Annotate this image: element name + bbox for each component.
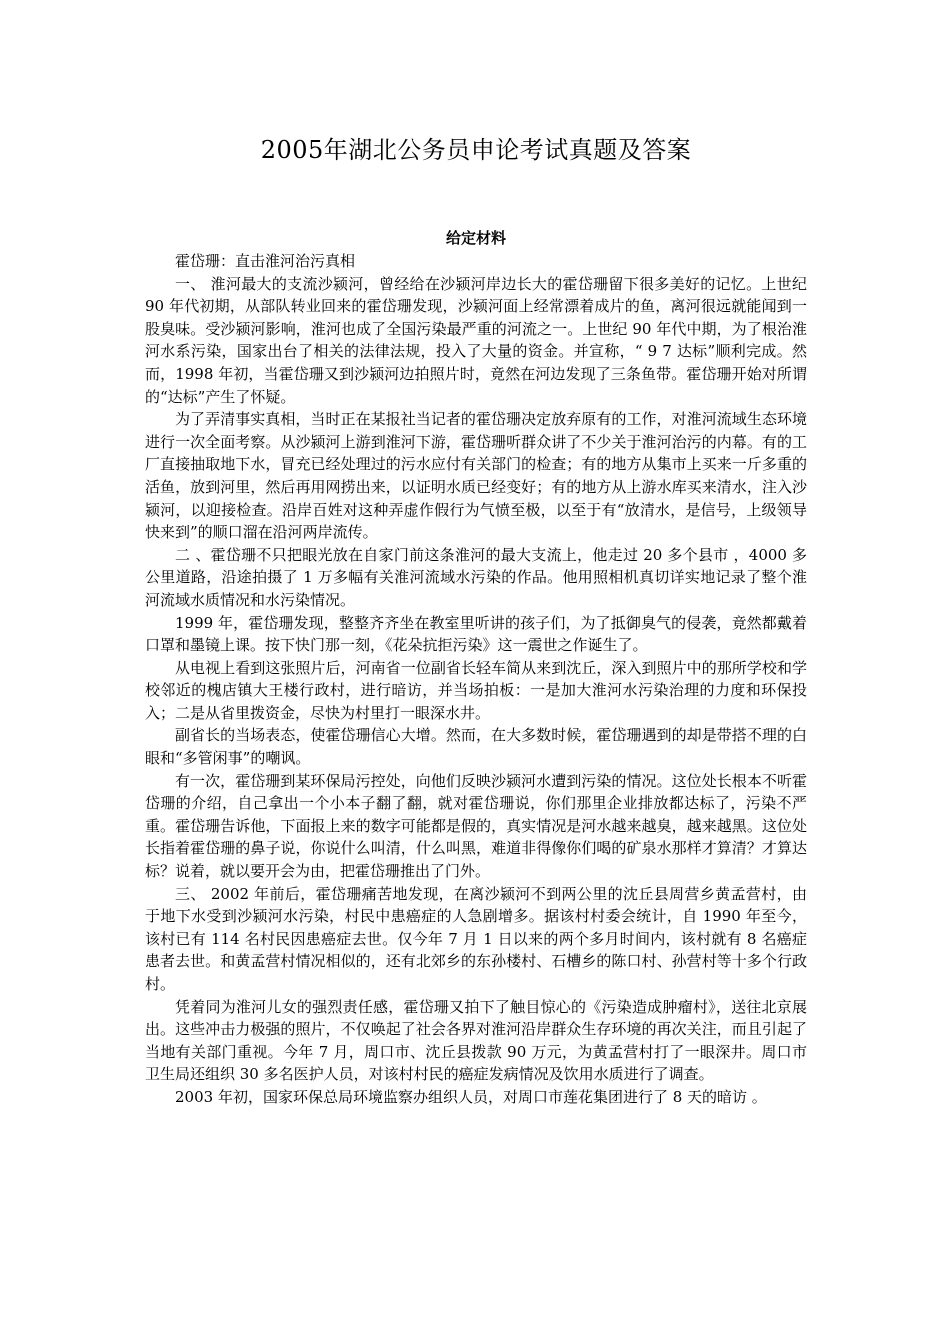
body-paragraph: 三、 2002 年前后，霍岱珊痛苦地发现，在离沙颍河不到两公里的沈丘县周营乡黄孟营村，由于地下水受到沙颍河水污染，村民中患癌症的人急剧增多。据该村村委会统计，自 1990 年至今，该村已有 114 名村民因患癌症去世。仅今年 7 月 1 日以来的两个多月时间内，该村就有 8 名癌症患者去世。和黄孟营村情况相似的，还有北郊乡的东孙楼村、石槽乡的陈口村、孙营村等十多个行政村。 <box>145 884 807 993</box>
body-paragraph: 一、 淮河最大的支流沙颍河，曾经给在沙颍河岸边长大的霍岱珊留下很多美好的记忆。上世纪 90 年代初期，从部队转业回来的霍岱珊发现，沙颍河面上经常漂着成片的鱼，离河很远就能闻到一股臭味。受沙颍河影响，淮河也成了全国污染最严重的河流之一。上世纪 90 年代中期，为了根治淮河水系污染，国家出台了相关的法律法规，投入了大量的资金。并宣称，“ 9 7 达标”顺利完成。然而，1998 年初，当霍岱珊又到沙颍河边拍照片时，竟然在河边发现了三条鱼带。霍岱珊开始对所谓的“达标”产生了怀疑。 <box>145 274 807 406</box>
body-paragraph: 副省长的当场表态，使霍岱珊信心大增。然而，在大多数时候，霍岱珊遇到的却是带搭不理的白眼和“多管闲事”的嘲讽。 <box>145 726 807 768</box>
body-paragraph: 有一次，霍岱珊到某环保局污控处，向他们反映沙颍河水遭到污染的情况。这位处长根本不听霍岱珊的介绍，自己拿出一个小本子翻了翻，就对霍岱珊说，你们那里企业排放都达标了，污染不严重。霍岱珊告诉他，下面报上来的数字可能都是假的，真实情况是河水越来越臭，越来越黑。这位处长指着霍岱珊的鼻子说，你说什么叫清，什么叫黑，难道非得像你们喝的矿泉水那样才算清？才算达标？说着，就以要开会为由，把霍岱珊推出了门外。 <box>145 771 807 881</box>
document-body <box>145 250 807 1109</box>
body-paragraph: 1999 年，霍岱珊发现，整整齐齐坐在教室里听讲的孩子们，为了抵御臭气的侵袭，竟然都戴着口罩和墨镜上课。按下快门那一刻，《花朵抗拒污染》这一震世之作诞生了。 <box>145 613 807 655</box>
body-paragraph: 二 、霍岱珊不只把眼光放在自家门前这条淮河的最大支流上，他走过 20 多个县市 ，4000 多公里道路，沿途拍摄了 1 万多幅有关淮河流域水污染的作品。他用照相机真切详实地记录了整个淮河流域水质情况和水污染情况。 <box>145 545 807 609</box>
subtitle-paragraph: 霍岱珊：直击淮河治污真相 <box>175 252 356 270</box>
body-paragraph: 为了弄清事实真相，当时正在某报社当记者的霍岱珊决定放弃原有的工作，对淮河流域生态环境进行一次全面考察。从沙颍河上游到淮河下游，霍岱珊听群众讲了不少关于淮河治污的内幕。有的工厂直接抽取地下水，冒充已经处理过的污水应付有关部门的检查；有的地方从集市上买来一斤多重的活鱼，放到河里，然后再用网捞出来，以证明水质已经变好；有的地方从上游水库买来清水，注入沙颍河，以迎接检查。沿岸百姓对这种弄虚作假行为气愤至极，以至于有“放清水，是信号，上级领导快来到”的顺口溜在沿河两岸流传。 <box>145 410 807 542</box>
section-title: 给定材料 <box>445 229 506 247</box>
body-paragraph: 从电视上看到这张照片后，河南省一位副省长轻车简从来到沈丘，深入到照片中的那所学校和学校邻近的槐店镇大王楼行政村，进行暗访，并当场拍板：一是加大淮河水污染治理的力度和环保投入；二是从省里拨资金，尽快为村里打一眼深水井。 <box>145 658 807 722</box>
body-paragraph: 2003 年初，国家环保总局环境监察办组织人员，对周口市莲花集团进行了 8 天的暗访 。 <box>175 1087 767 1106</box>
document-title: 2005年湖北公务员申论考试真题及答案 <box>260 136 692 164</box>
document-page <box>145 0 807 1344</box>
body-paragraph: 凭着同为淮河儿女的强烈责任感，霍岱珊又拍下了触目惊心的《污染造成肿瘤村》，送往北京展出。这些冲击力极强的照片，不仅唤起了社会各界对淮河沿岸群众生存环境的再次关注，而且引起了当地有关部门重视。今年 7 月，周口市、沈丘县拨款 90 万元，为黄孟营村打了一眼深井。周口市卫生局还组织 30 多名医护人员，对该村村民的癌症发病情况及饮用水质进行了调查。 <box>145 997 807 1084</box>
